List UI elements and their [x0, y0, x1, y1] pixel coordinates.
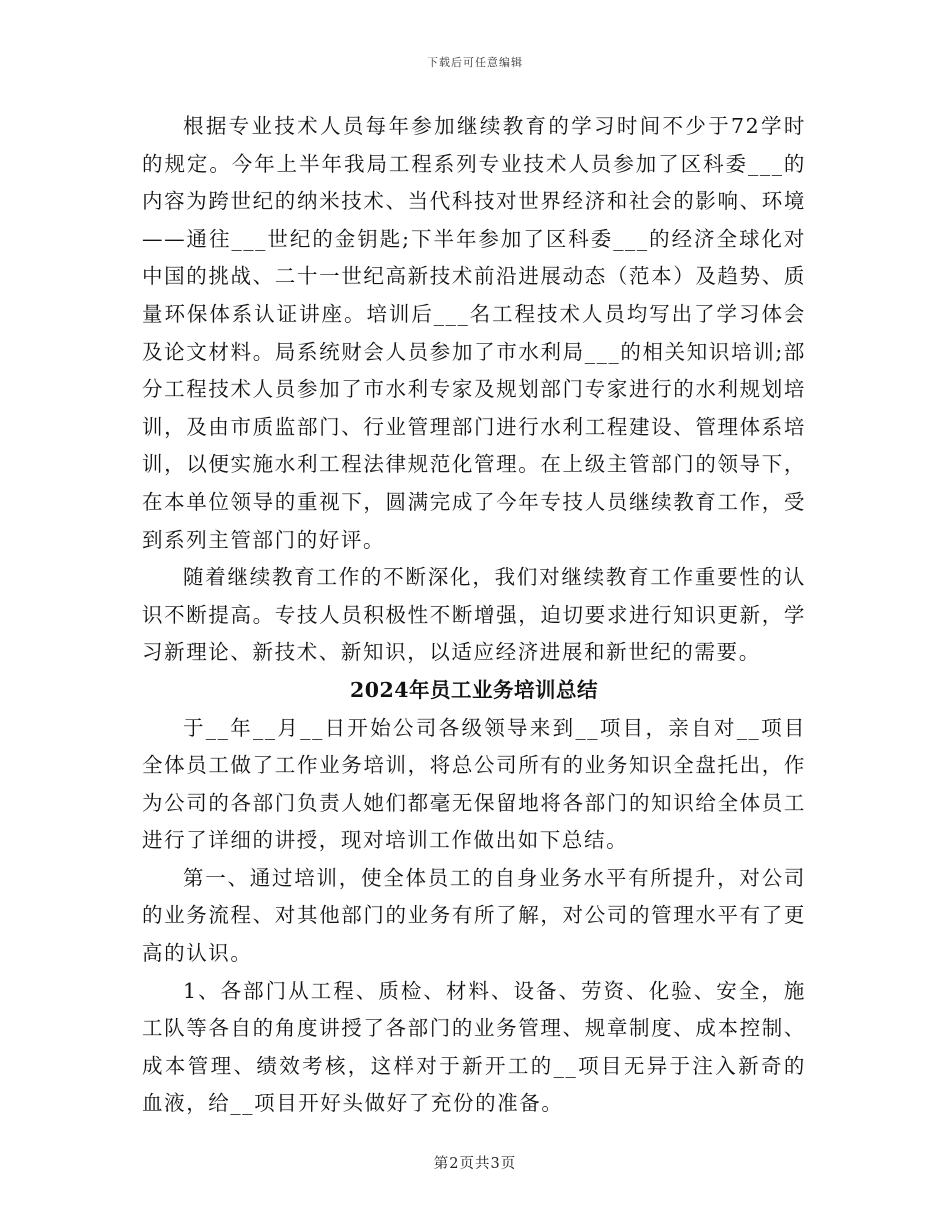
document-body — [142, 108, 806, 1123]
page-number: 第2页共3页 — [433, 1156, 517, 1172]
page-header-note: 下载后可任意编辑 — [427, 56, 523, 69]
paragraph-first-point: 第一、通过培训，使全体员工的自身业务水平有所提升，对公司的业务流程、对其他部门的业务有所了解，对公司的管理水平有了更高的认识。 — [142, 865, 806, 966]
paragraph-deepening-work: 随着继续教育工作的不断深化，我们对继续教育工作重要性的认识不断提高。专技人员积极性不断增强，迫切要求进行知识更新，学习新理论、新技术、新知识，以适应经济进展和新世纪的需要。 — [142, 565, 806, 665]
paragraph-training-intro: 于__年__月__日开始公司各级领导来到__项目，亲自对__项目全体员工做了工作业务培训，将总公司所有的业务知识全盘托出，作为公司的各部门负责人她们都毫无保留地将各部门的知识给全体员工进行了详细的讲授，现对培训工作做出如下总结。 — [142, 715, 806, 853]
paragraph-item-1: 1、各部门从工程、质检、材料、设备、劳资、化验、安全，施工队等各自的角度讲授了各部门的业务管理、规章制度、成本控制、成本管理、绩效考核，这样对于新开工的__项目无异于注入新奇的血液，给__项目开好头做好了充份的准备。 — [142, 978, 806, 1116]
paragraph-continuing-education: 根据专业技术人员每年参加继续教育的学习时间不少于72学时的规定。今年上半年我局工程系列专业技术人员参加了区科委___的内容为跨世纪的纳米技术、当代科技对世界经济和社会的影响、环境——通往___世纪的金钥匙;下半年参加了区科委___的经济全球化对中国的挑战、二十一世纪高新技术前沿进展动态（范本）及趋势、质量环保体系认证讲座。培训后___名工程技术人员均写出了学习体会及论文材料。局系统财会人员参加了市水利局___的相关知识培训;部分工程技术人员参加了市水利专家及规划部门专家进行的水利规划培训，及由市质监部门、行业管理部门进行水利工程建设、管理体系培训，以便实施水利工程法律规范化管理。在上级主管部门的领导下，在本单位领导的重视下，圆满完成了今年专技人员继续教育工作，受到系列主管部门的好评。 — [142, 114, 806, 552]
section-title: 2024年员工业务培训总结 — [349, 677, 599, 702]
